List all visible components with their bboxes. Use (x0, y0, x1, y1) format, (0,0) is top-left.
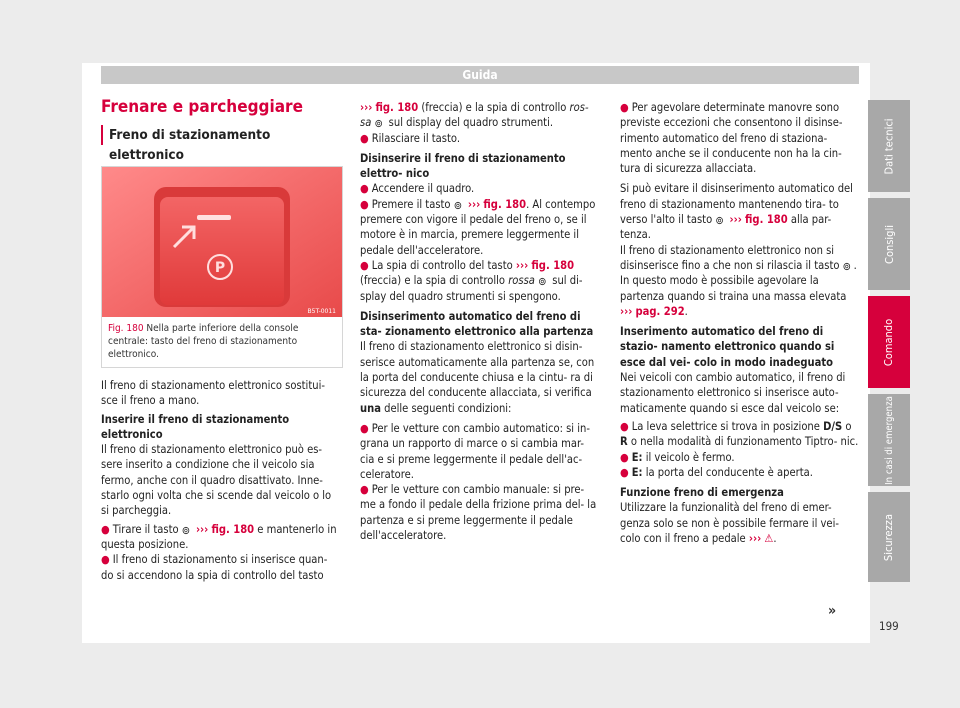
bullet: ● La leva selettrice si trova in posizione D/S o R o nella modalità di funzionamento Tiptro- nic. (620, 419, 859, 449)
bullet: ● Per agevolare determinate manovre sono previste eccezioni che consentono il disinse- rimento automatico del freno di staziona- mento anche se il conducente non ha la cin- tura di sicurezza allacciata. (620, 101, 843, 176)
bullet-icon: ● (620, 465, 629, 479)
tab-emergenza[interactable]: In casi di emergenza (868, 394, 910, 486)
brake-key-icon: ⊚ (181, 523, 191, 537)
figure-180 (101, 166, 343, 368)
svg-text:P: P (214, 260, 226, 276)
bullet-icon: ● (360, 258, 369, 272)
tab-sicurezza[interactable]: Sicurezza (868, 492, 910, 582)
subheading: Funzione freno di emergenza (620, 486, 784, 500)
bullet: ● Per le vetture con cambio manuale: si pre- me a fondo il pedale della frizione prima del- la partenza e si preme leggermente il pedale dell'acceleratore. (360, 483, 597, 543)
tab-dati-tecnici[interactable]: Dati tecnici (868, 100, 910, 192)
subheading: Disinserire il freno di stazionamento elettro- nico (360, 151, 566, 181)
section-subtitle: Freno di stazionamento elettronico (101, 125, 341, 145)
continue-mark: » (828, 603, 837, 619)
tab-consigli[interactable]: Consigli (868, 198, 910, 290)
bullet-icon: ● (360, 182, 369, 196)
brake-key-icon: ⊚ (715, 214, 724, 228)
left-column (101, 97, 341, 164)
figure-link[interactable]: fig. 180 (745, 213, 788, 227)
bullet-icon: ● (360, 131, 369, 145)
bullet-icon: ● (360, 483, 369, 497)
bullet: ● La spia di controllo del tasto ››› fig. 180 (freccia) e la spia di controllo rossa ⊚ sul di- splay del quadro strumenti si spengono. (360, 258, 583, 303)
bullet-icon: ● (620, 450, 629, 464)
paragraph: Nei veicoli con cambio automatico, il freno di stazionamento elettronico si inserisce auto- maticamente quando si esce dal veicolo se: (620, 371, 846, 415)
paragraph: Il freno di stazionamento elettronico non si disinserisce fino a che non si rilascia il tasto ⊚ . In questo modo è possibile agevolare la partenza quando si traina una massa elevata ››› pag. 292. (620, 243, 857, 318)
brake-key-icon: ⊚ (842, 259, 852, 273)
middle-column (360, 100, 600, 543)
bullet: ● Accendere il quadro. (360, 182, 475, 196)
bullet-icon: ● (620, 419, 629, 433)
page-header: Guida (101, 66, 859, 84)
left-body (101, 378, 341, 583)
bullet: ● E: la porta del conducente è aperta. (620, 465, 813, 479)
bullet: ● Premere il tasto ⊚ ››› fig. 180. Al contempo premere con vigore il pedale del freno o, se il motore è in marcia, premere leggermente il pedale dell'acceleratore. (360, 197, 596, 257)
paragraph: Il freno di stazionamento elettronico sostitui- sce il freno a mano. (101, 379, 325, 408)
page-number: 199 (879, 619, 899, 633)
right-column (620, 100, 860, 546)
bullet-icon: ● (360, 197, 369, 211)
bullet: ● E: il veicolo è fermo. (620, 450, 735, 464)
section-title: Frenare e parcheggiare (101, 97, 303, 117)
bullet: ● Il freno di stazionamento si inserisce quan- do si accendono la spia di controllo del tasto (101, 553, 328, 582)
figure-code: B5T-0011 (307, 308, 336, 315)
bullet: ● Rilasciare il tasto. (360, 131, 460, 145)
bullet: ● Per le vetture con cambio automatico: si in- grana un rapporto di marce o si cambia mar- cia e si preme leggermente il pedale dell'ac- celeratore. (360, 421, 590, 481)
subheading: Disinserimento automatico del freno di sta- zionamento elettronico alla partenza (360, 309, 594, 339)
parking-brake-photo (102, 167, 342, 317)
paragraph: ››› fig. 180 (freccia) e la spia di controllo ros- sa ⊚ sul display del quadro strumenti. (360, 101, 589, 131)
bullet-icon: ● (101, 522, 110, 536)
page-link[interactable]: pag. 292 (635, 304, 685, 318)
paragraph: Si può evitare il disinserimento automatico del freno di stazionamento mantenendo tira- to verso l'alto il tasto ⊚ ››› fig. 180 alla par- tenza. (620, 182, 853, 242)
bullet: ● Tirare il tasto ⊚ ››› fig. 180 e mantenerlo in questa posizione. (101, 522, 337, 551)
figure-link[interactable]: fig. 180 (483, 197, 527, 211)
bullet-icon: ● (101, 553, 110, 567)
figure-caption: Fig. 180 Nella parte inferiore della console centrale: tasto del freno di stazionamento elettronico. (108, 323, 299, 360)
paragraph: Utilizzare la funzionalità del freno di emer- genza solo se non è possibile fermare il vei- colo con il freno a pedale ››› ⚠. (620, 501, 839, 546)
figure-link[interactable]: fig. 180 (375, 101, 419, 114)
warning-icon: ⚠ (764, 532, 774, 546)
figure-link[interactable]: fig. 180 (531, 258, 575, 272)
tab-comando[interactable]: Comando (868, 296, 910, 388)
subheading: Inserimento automatico del freno di stazio- namento elettronico quando si esce dal vei- colo in modo inadeguato (620, 325, 835, 369)
subheading: Inserire il freno di stazionamento elettronico (101, 412, 290, 441)
paragraph: Il freno di stazionamento elettronico si disin- serisce automaticamente alla partenza se, con la porta del conducente chiusa e la cintu- ra di sicurezza del conducente allacciata, si verifica una delle seguenti condizioni: (360, 340, 595, 415)
bullet-icon: ● (360, 421, 369, 435)
brake-warning-icon: ⊚ (538, 275, 547, 289)
brake-warning-icon: ⊚ (374, 117, 383, 131)
bullet-icon: ● (620, 101, 629, 114)
figure-link[interactable]: fig. 180 (211, 522, 255, 536)
brake-key-icon: ⊚ (453, 198, 463, 212)
paragraph: Il freno di stazionamento elettronico può es- sere inserito a condizione che il veicolo sia fermo, anche con il quadro disattivato. Inne- starlo ogni volta che si scende dal veicolo o lo si parcheggia. (101, 443, 332, 518)
